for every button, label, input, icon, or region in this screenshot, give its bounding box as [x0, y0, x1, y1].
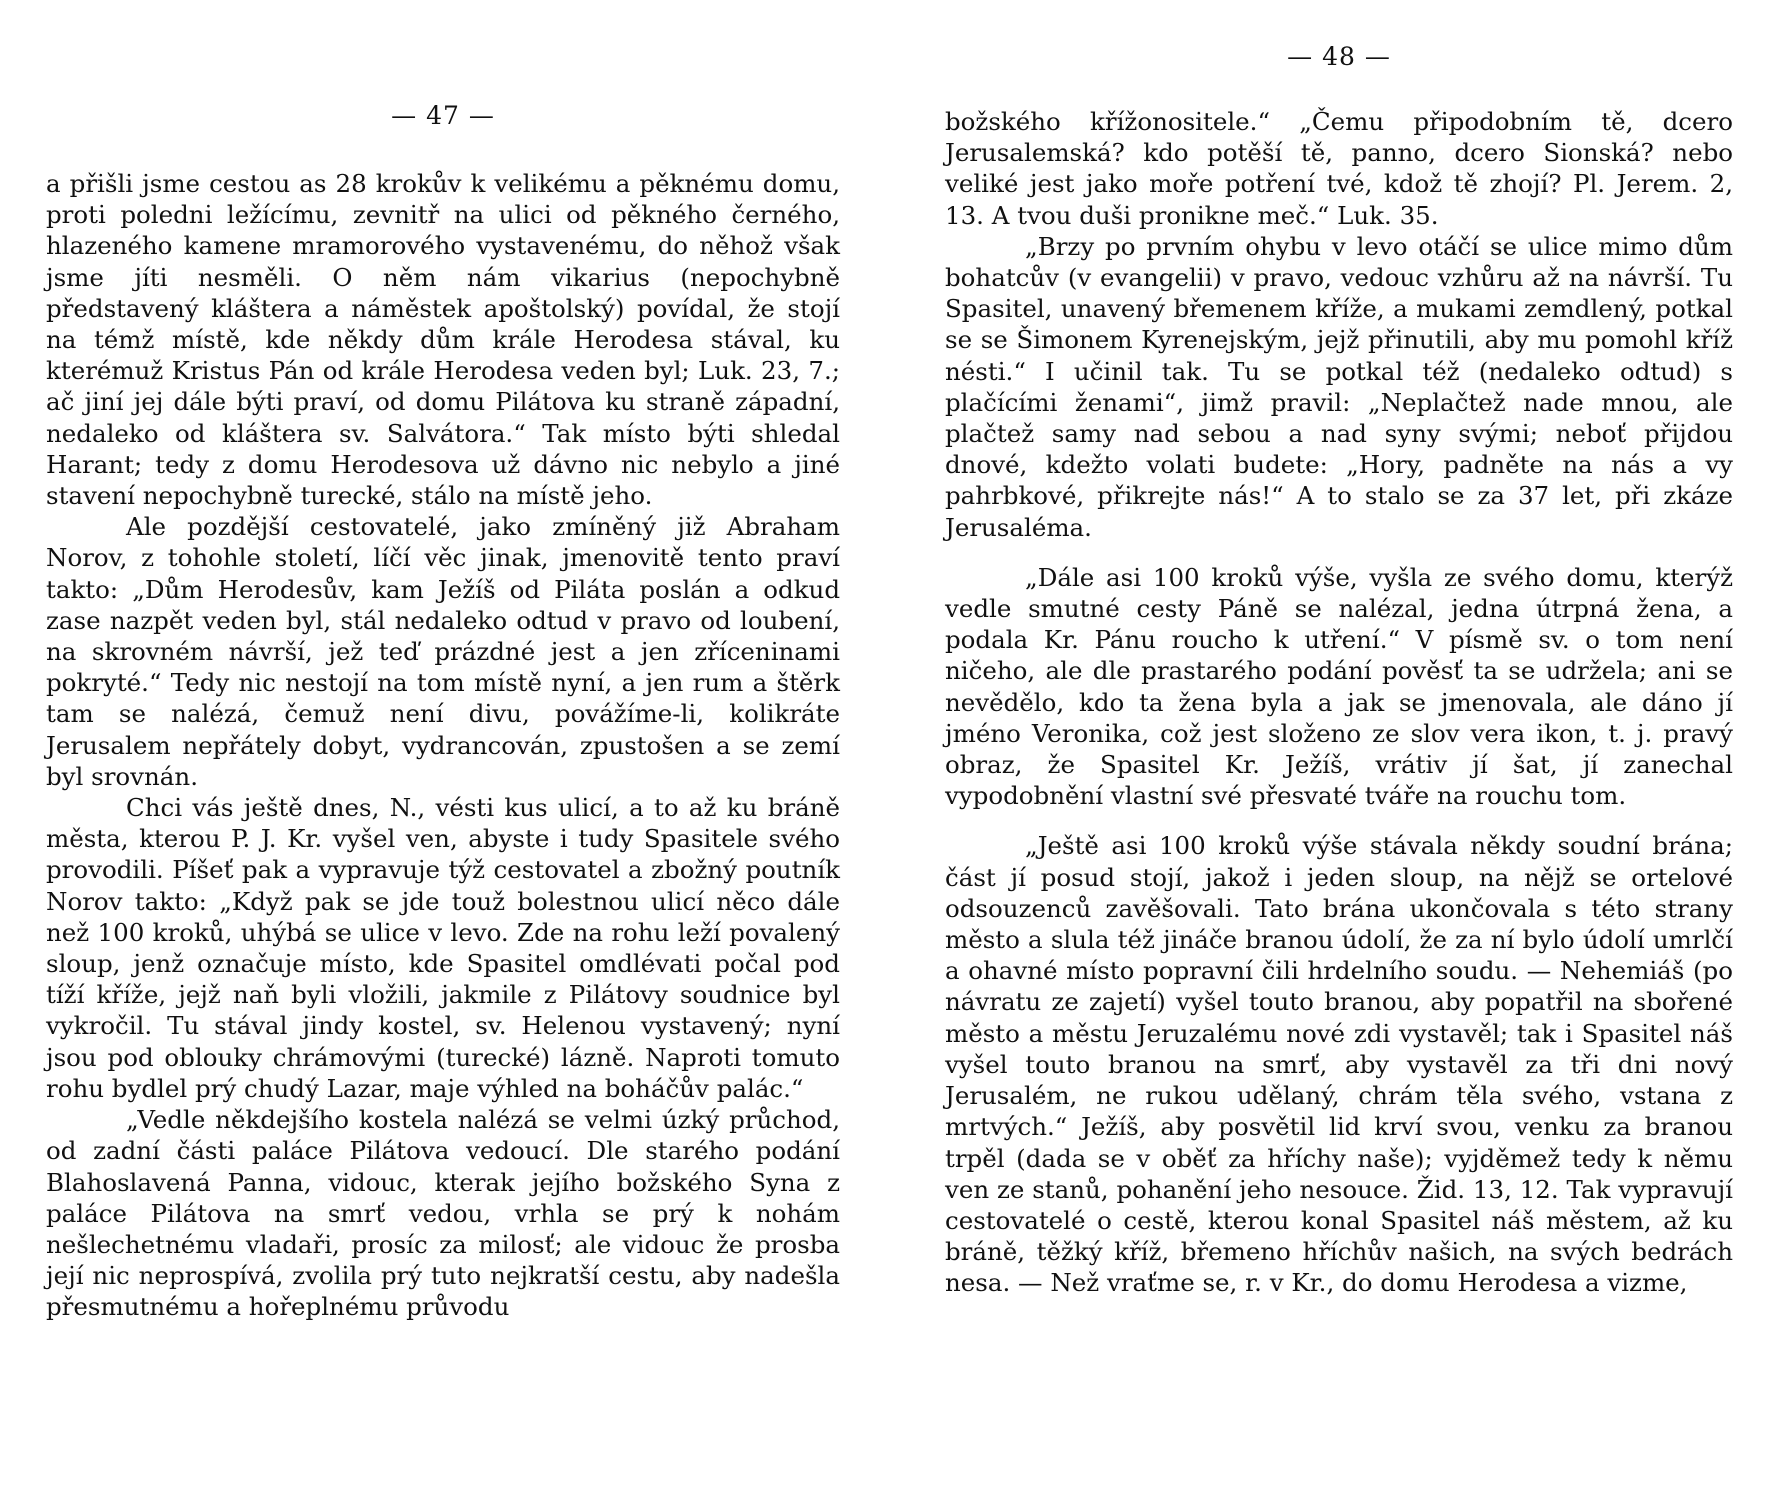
paragraph: „Ještě asi 100 kroků výše stávala někdy soudní brána; část jí posud stojí, jakož i jeden sloup, na nějž se ortelové odsouzenců zavěšovali. Tato brána ukončovala s této strany město a slula též jináče branou údolí, že za ní bylo údolí umrlčí a ohavné místo popravní čili hrdelního soudu. — Nehemiáš (po návratu ze zajetí) vyšel touto branou, aby popatřil na sbořené město a městu Jeruzalému nové zdi vystavěl; tak i Spasitel náš vyšel touto branou na smrť, aby vystavěl za tři dni nový Jerusalém, ne rukou udělaný, chrám těla svého, vstana z mrtvých.“ Ježíš, aby posvětil lid krví svou, venku za branou trpěl (dada se v oběť za hříchy naše); vyjděmež tedy k němu ven ze stanů, pohanění jeho nesouce. Žid. 13, 12. Tak vypravují cestovatelé o cestě, kterou konal Spasitel náš městem, až ku bráně, těžký kříž, břemeno hříchův našich, na svých bedrách nesa. — Než vraťme se, r. v Kr., do domu Herodesa a vizme, — [945, 831, 1733, 1298]
paragraph: a přišli jsme cestou as 28 krokův k velikému a pěknému domu, proti poledni ležícímu, zevnitř na ulici od pěkného černého, hlazeného kamene mramorového vystavenému, do něhož však jsme jíti nesměli. O něm nám vikarius (nepochybně představený kláštera a náměstek apoštolský) povídal, že stojí na témž místě, kde někdy dům krále Herodesa stával, ku kterémuž Kristus Pán od krále Herodesa veden byl; Luk. 23, 7.; ač jiní jej dále býti praví, od domu Pilátova ku straně západní, nedaleko od kláštera sv. Salvátora.“ Tak místo býti shledal Harant; tedy z domu Herodesova už dávno nic nebylo a jiné stavení nepochybně turecké, stálo na místě jeho. — [46, 169, 840, 511]
page-text — [46, 168, 840, 1323]
paragraph: „Dále asi 100 kroků výše, vyšla ze svého domu, kterýž vedle smutné cesty Páně se nalézal, jedna útrpná žena, a podala Kr. Pánu roucho k utření.“ V písmě sv. o tom není ničeho, ale dle prastarého podání pověsť ta se udržela; ani se nevědělo, kdo ta žena byla a jak se jmenovala, ale dáno jí jméno Veronika, což jest složeno ze slov vera ikon, t. j. pravý obraz, že Spasitel Kr. Ježíš, vrátiv jí šat, jí zanechal vypodobnění vlastní své přesvaté tváře na rouchu tom. — [945, 562, 1733, 811]
page-number: — 47 — — [391, 101, 495, 130]
paragraph: Chci vás ještě dnes, N., vésti kus ulicí, a to až ku bráně města, kterou P. J. Kr. vyšel ven, abyste i tudy Spasitele svého provodili. Píšeť pak a vypravuje týž cestovatel a zbožný poutník Norov takto: „Když pak se jde touž bolestnou ulicí něco dále než 100 kroků, uhýbá se ulice v levo. Zde na rohu leží povalený sloup, jenž označuje místo, kde Spasitel omdlévati počal pod tíží kříže, jejž naň byli vložili, jakmile z Pilátovy soudnice byl vykročil. Tu stával jindy kostel, sv. Helenou vystavený; nyní jsou pod oblouky chrámovými (turecké) lázně. Naproti tomuto rohu bydlel prý chudý Lazar, maje výhled na boháčův palác.“ — [46, 793, 840, 1103]
page-number: — 48 — — [1287, 42, 1391, 71]
paragraph: „Vedle někdejšího kostela nalézá se velmi úzký průchod, od zadní části paláce Pilátova vedoucí. Dle starého podání Blahoslavená Panna, vidouc, kterak jejího božského Syna z paláce Pilátova na smrť vedou, vrhla se prý k nohám nešlechetnému vladaři, prosíc za milosť; ale vidouc že prosba její nic neprospívá, zvolila prý tuto nejkratší cestu, aby nadešla přesmutnému a hořeplnému průvodu — [46, 1105, 840, 1322]
paragraph: „Brzy po prvním ohybu v levo otáčí se ulice mimo dům bohatcův (v evangelii) v pravo, vedouc vzhůru až na návrší. Tu Spasitel, unavený břemenem kříže, a mukami zemdlený, potkal se se Šimonem Kyrenejským, jejž přinutili, aby mu pomohl kříž nésti.“ I učinil tak. Tu se potkal též (nedaleko odtud) s plačícími ženami“, jimž pravil: „Neplačtež nade mnou, ale plačtež samy nad sebou a nad syny svými; neboť přijdou dnové, kdežto volati budete: „Hory, padněte na nás a vy pahrbkové, přikrejte nás!“ A to stalo se za 37 let, při zkáze Jerusaléma. — [945, 231, 1733, 542]
paragraph: Ale pozdější cestovatelé, jako zmíněný již Abraham Norov, z tohohle století, líčí věc jinak, jmenovitě tento praví takto: „Dům Herodesův, kam Ježíš od Piláta poslán a odkud zase nazpět veden byl, stál nedaleko odtud v pravo od loubení, na skrovném návrší, jež teď prázdné jest a jen zříceninami pokryté.“ Tedy nic nestojí na tom místě nyní, a jen rum a štěrk tam se nalézá, čemuž není divu, povážíme-li, kolikráte Jerusalem nepřátely dobyt, vydrancován, zpustošen a se zemí byl srovnán. — [46, 512, 840, 791]
page-text — [945, 106, 1733, 1299]
paragraph: božského křížonositele.“ „Čemu připodobním tě, dcero Jerusalemská? kdo potěší tě, panno, dcero Sionská? nebo veliké jest jako moře potření tvé, kdož tě zhojí? Pl. Jerem. 2, 13. A tvou duši pronikne meč.“ Luk. 35. — [945, 107, 1733, 230]
